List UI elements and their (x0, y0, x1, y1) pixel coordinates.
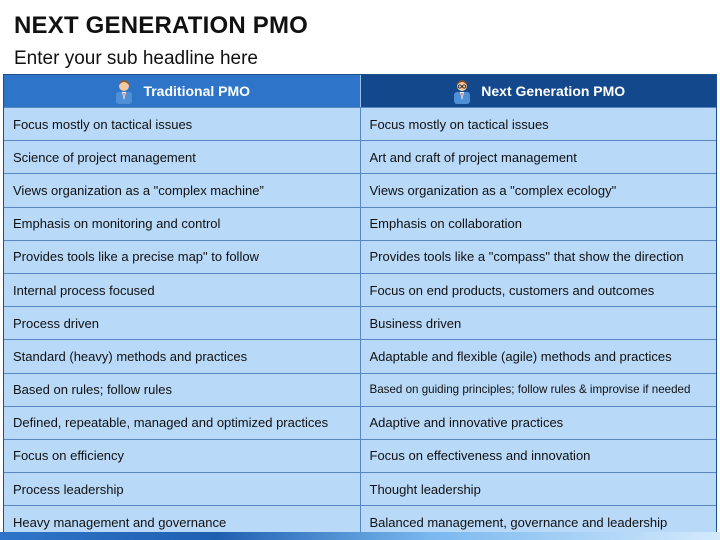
traditional-cell: Focus on efficiency (4, 440, 361, 472)
column-header-traditional (4, 75, 361, 107)
traditional-cell: Defined, repeatable, managed and optimized practices (4, 407, 361, 439)
table-header (4, 75, 716, 107)
traditional-cell: Internal process focused (4, 274, 361, 306)
table-row (4, 107, 716, 140)
table-row (4, 306, 716, 339)
next-generation-cell: Art and craft of project management (361, 141, 717, 173)
next-generation-cell: Thought leadership (361, 473, 717, 505)
next-generation-cell: Focus on end products, customers and outcomes (361, 274, 717, 306)
traditional-cell: Focus mostly on tactical issues (4, 108, 361, 140)
table-row (4, 207, 716, 240)
bottom-accent-bar (0, 532, 720, 540)
traditional-cell: Process driven (4, 307, 361, 339)
next-generation-cell: Based on guiding principles; follow rules & improvise if needed (361, 374, 717, 406)
next-generation-cell: Views organization as a "complex ecology" (361, 174, 717, 206)
column-label-traditional: Traditional PMO (143, 83, 251, 99)
traditional-cell: Emphasis on monitoring and control (4, 208, 361, 240)
traditional-cell: Heavy management and governance (4, 506, 361, 538)
traditional-cell: Provides tools like a precise map" to follow (4, 241, 361, 273)
next-generation-cell: Balanced management, governance and leadership (361, 506, 717, 538)
traditional-cell: Science of project management (4, 141, 361, 173)
page-title: NEXT GENERATION PMO (14, 12, 309, 39)
table-row (4, 173, 716, 206)
table-row (4, 339, 716, 372)
traditional-cell: Process leadership (4, 473, 361, 505)
table-row (4, 373, 716, 406)
next-generation-cell: Adaptable and flexible (agile) methods and practices (361, 340, 717, 372)
next-generation-cell: Focus on effectiveness and innovation (361, 440, 717, 472)
traditional-cell: Views organization as a "complex machine” (4, 174, 361, 206)
column-label-next-generation: Next Generation PMO (481, 83, 626, 99)
column-header-next-generation (361, 75, 717, 107)
table-row (4, 439, 716, 472)
businessman-icon (113, 78, 135, 104)
table-row (4, 273, 716, 306)
next-generation-cell: Provides tools like a "compass" that show the direction (361, 241, 717, 273)
table-row (4, 472, 716, 505)
businessman-glasses-icon (451, 78, 473, 104)
traditional-cell: Based on rules; follow rules (4, 374, 361, 406)
table-row (4, 406, 716, 439)
table-row (4, 240, 716, 273)
table-row (4, 140, 716, 173)
comparison-table (3, 74, 717, 539)
page-subtitle: Enter your sub headline here (14, 48, 258, 69)
next-generation-cell: Business driven (361, 307, 717, 339)
traditional-cell: Standard (heavy) methods and practices (4, 340, 361, 372)
next-generation-cell: Emphasis on collaboration (361, 208, 717, 240)
next-generation-cell: Focus mostly on tactical issues (361, 108, 717, 140)
next-generation-cell: Adaptive and innovative practices (361, 407, 717, 439)
table-body (4, 107, 716, 538)
